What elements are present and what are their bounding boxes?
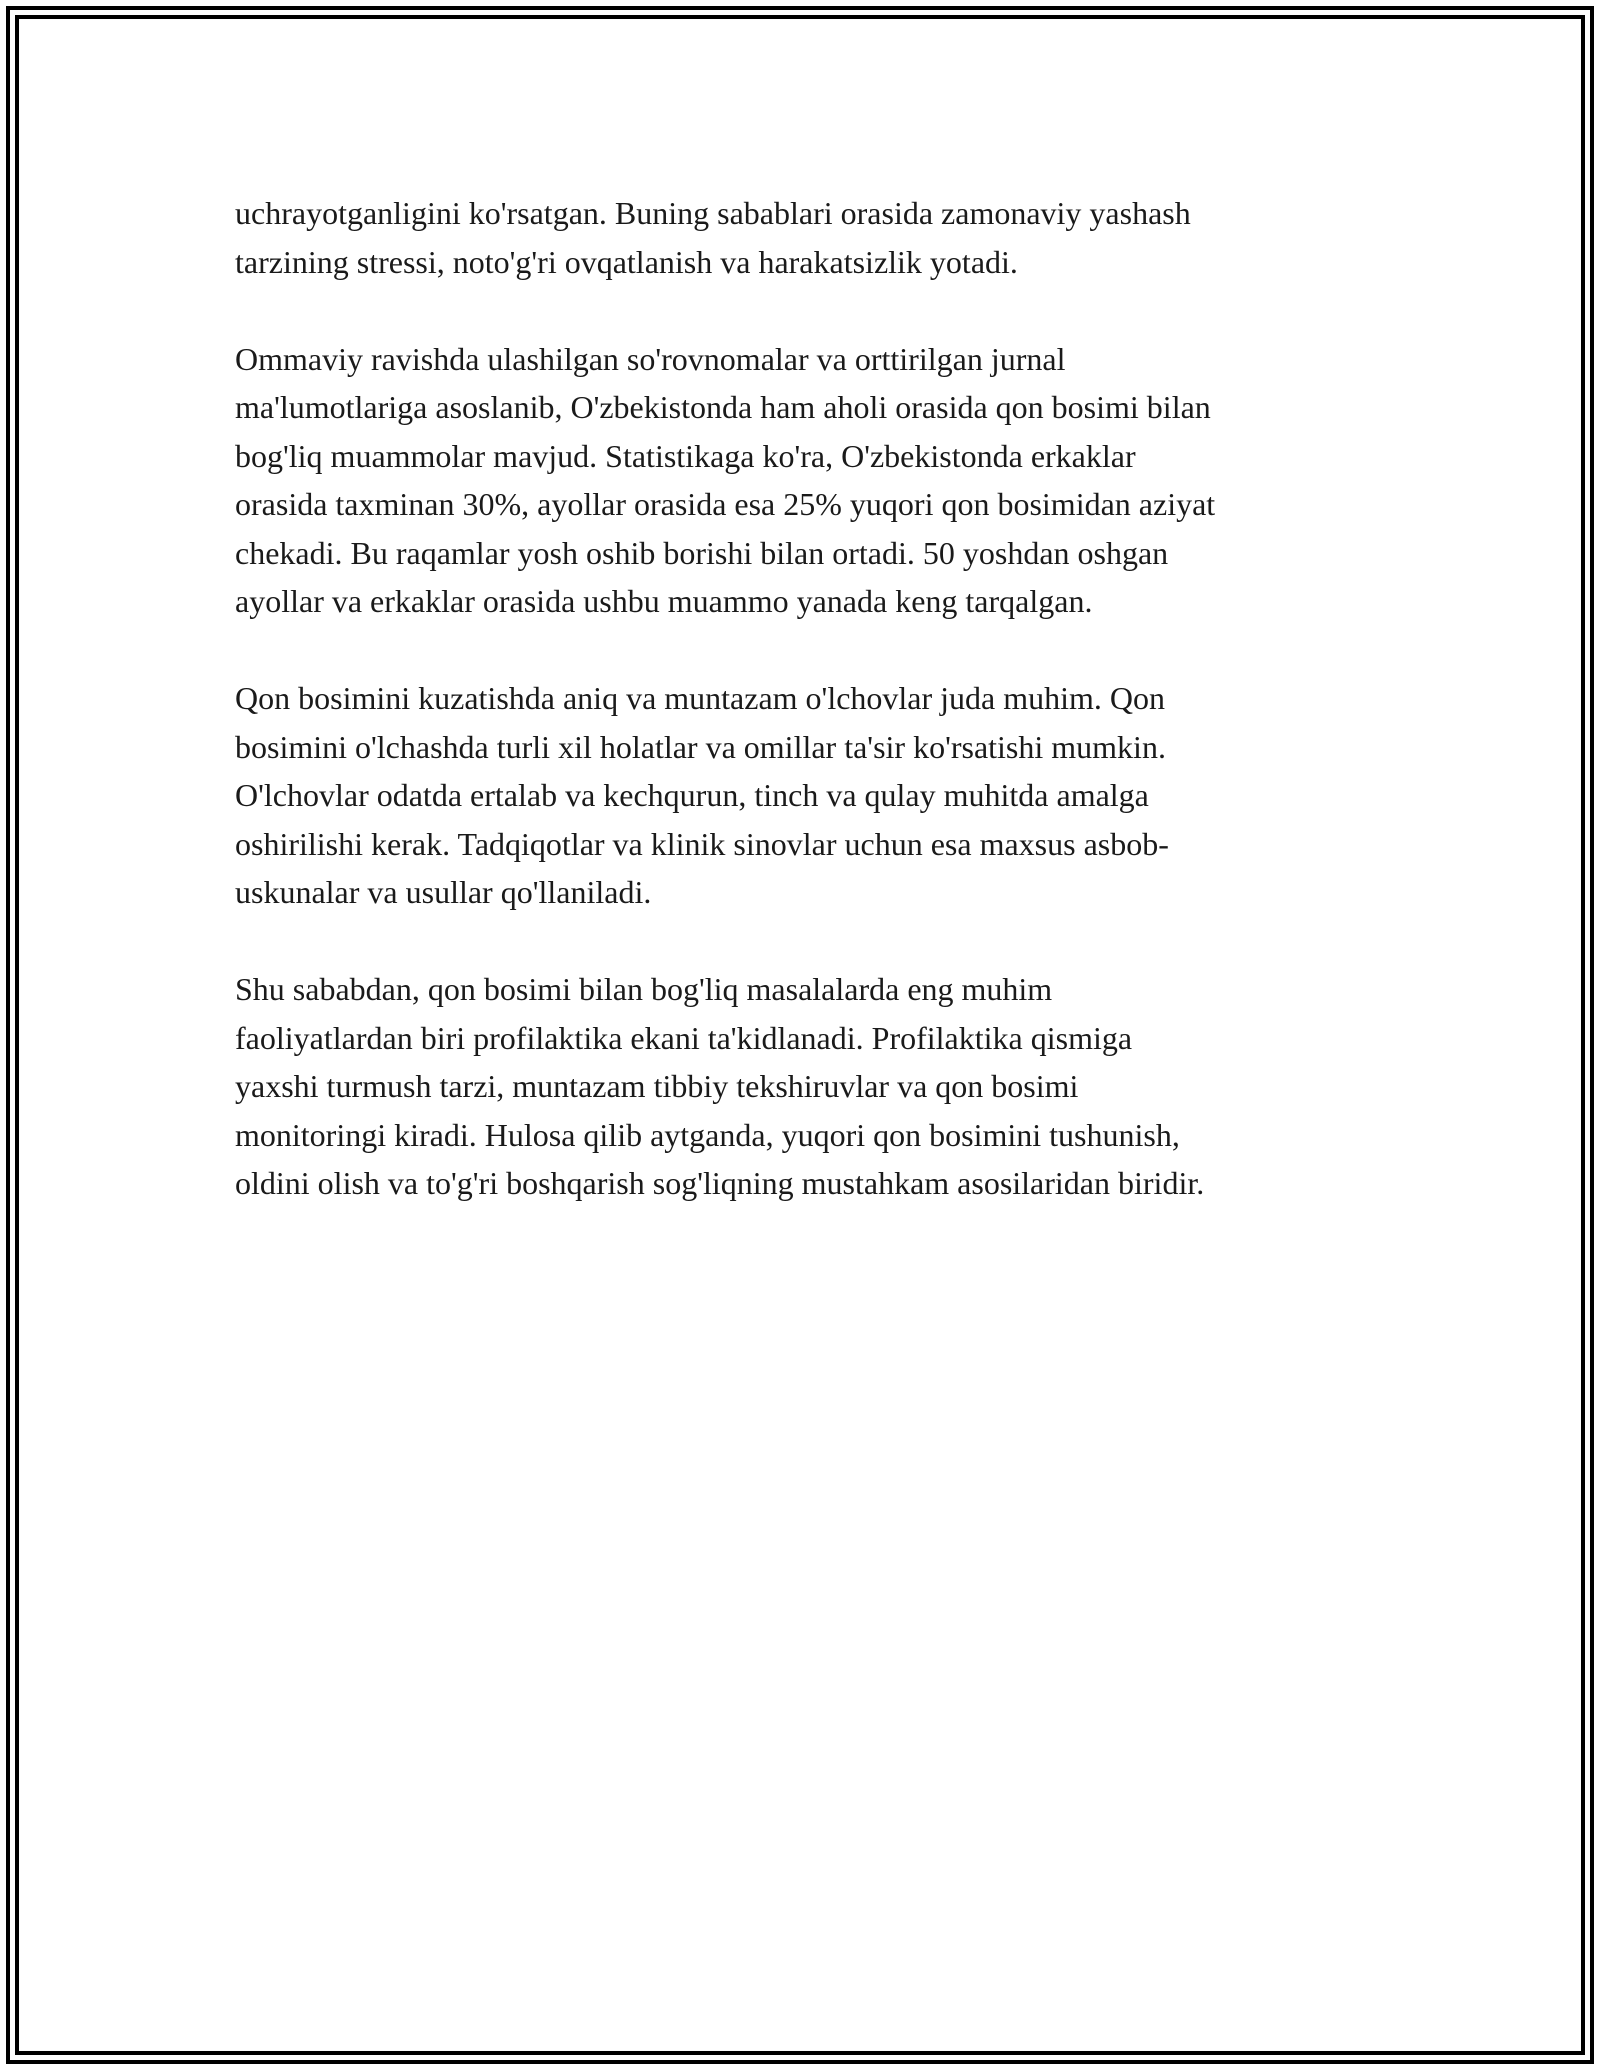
paragraph-3: Qon bosimini kuzatishda aniq va muntazam o'lchovlar juda muhim. Qon bosimini o'lchashda turli xil holatlar va omillar ta'sir ko'rsatishi mumkin. O'lchovlar odatda ertalab va kechqurun, tinch va qulay muhitda amalga oshirilishi kerak. Tadqiqotlar va klinik sinovlar uchun esa maxsus asbob- uskunalar va usullar qo'llaniladi. [235,680,1169,910]
document-body [235,189,1365,1256]
paragraph-2: Ommaviy ravishda ulashilgan so'rovnomalar va orttirilgan jurnal ma'lumotlariga asoslanib, O'zbekistonda ham aholi orasida qon bosimi bilan bog'liq muammolar mavjud. Statistikaga ko'ra, O'zbekistonda erkaklar orasida taxminan 30%, ayollar orasida esa 25% yuqori qon bosimidan aziyat chekadi. Bu raqamlar yosh oshib borishi bilan ortadi. 50 yoshdan oshgan ayollar va erkaklar orasida ushbu muammo yanada keng tarqalgan. [235,340,1216,619]
paragraph-1: uchrayotganligini ko'rsatgan. Buning sabablari orasida zamonaviy yashash tarzining stressi, noto'g'ri ovqatlanish va harakatsizlik yotadi. [235,195,1191,280]
paragraph-4: Shu sababdan, qon bosimi bilan bog'liq masalalarda eng muhim faoliyatlardan biri profilaktika ekani ta'kidlanadi. Profilaktika qismiga yaxshi turmush tarzi, muntazam tibbiy tekshiruvlar va qon bosimi monitoringi kiradi. Hulosa qilib aytganda, yuqori qon bosimini tushunish, oldini olish va to'g'ri boshqarish sog'liqning mustahkam asosilaridan biridir. [235,971,1205,1201]
